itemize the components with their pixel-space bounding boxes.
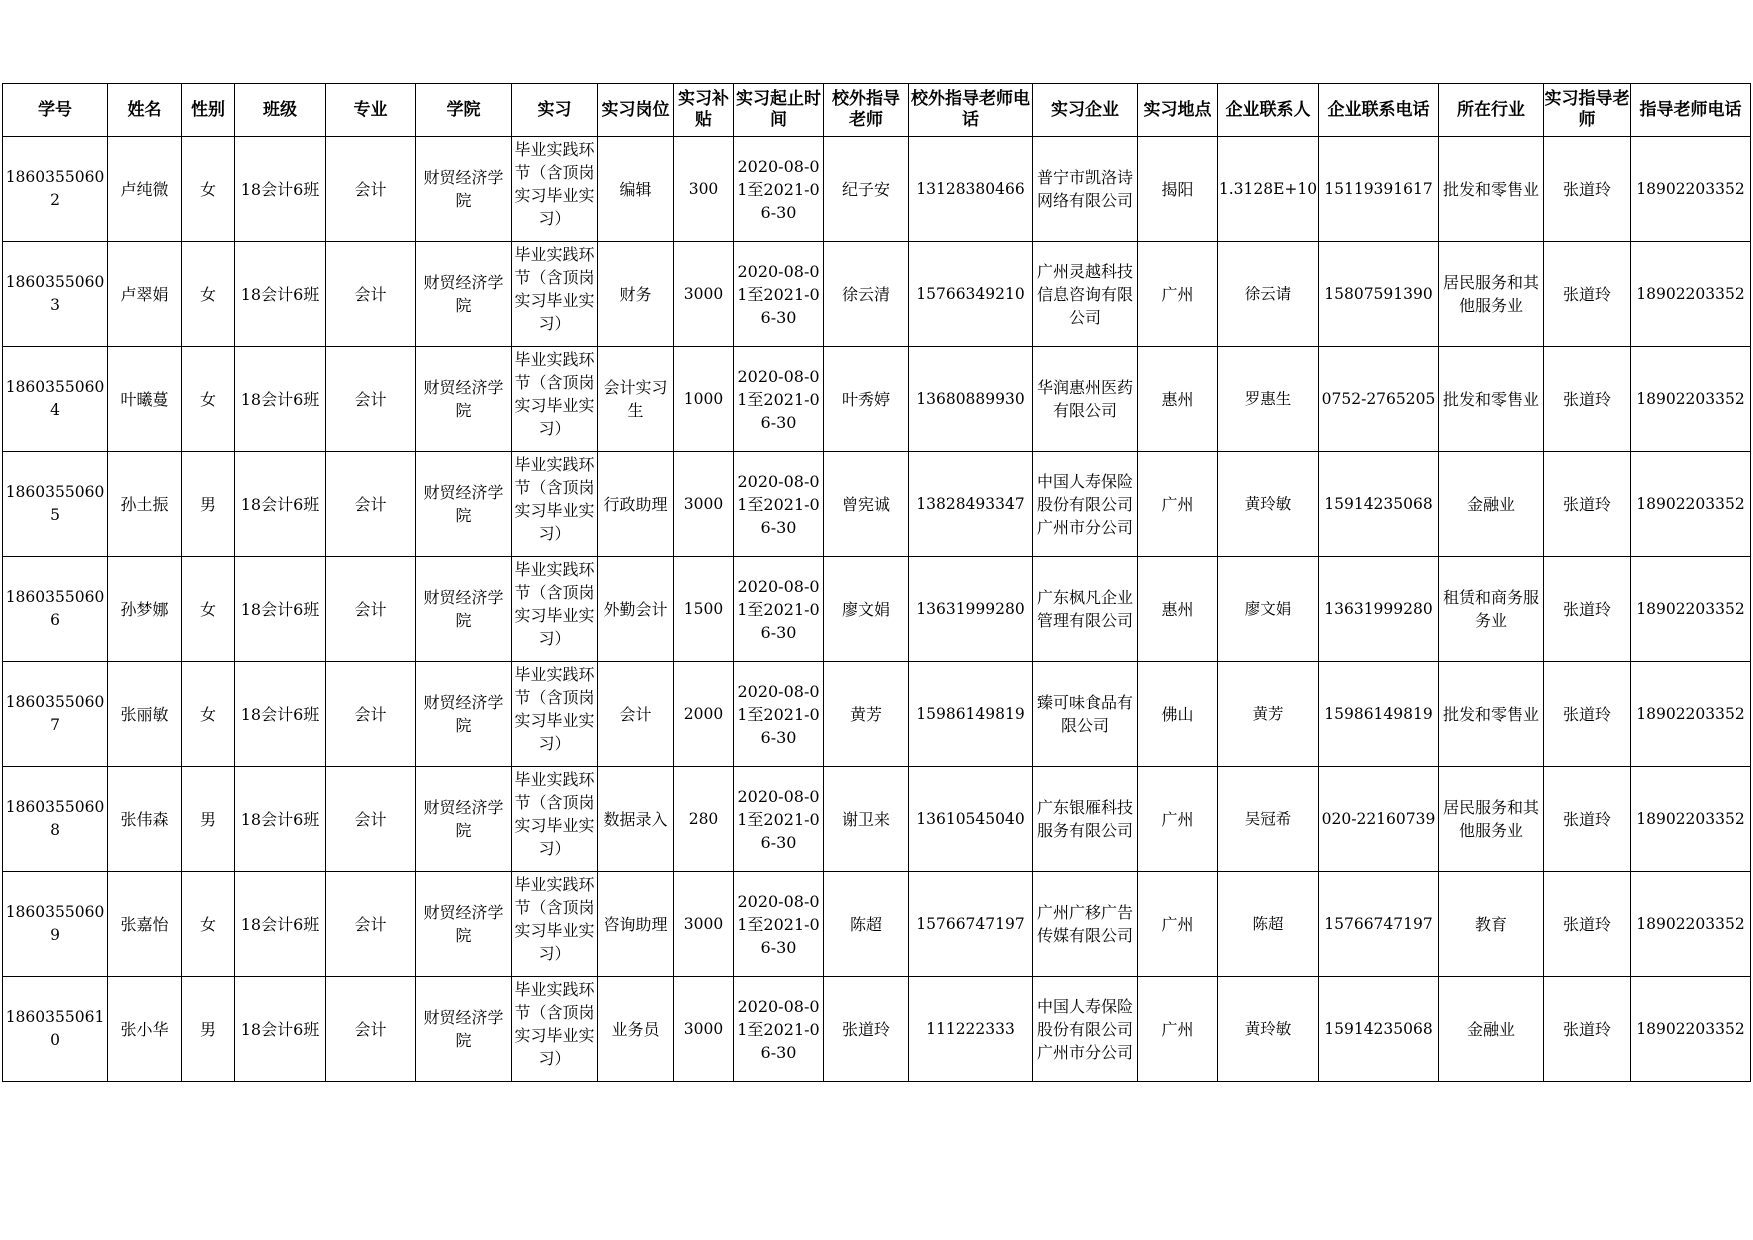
header-period: 实习起止时间 — [734, 84, 824, 137]
cell-external-mentor: 曾宪诚 — [824, 452, 909, 557]
cell-industry: 居民服务和其他服务业 — [1439, 767, 1544, 872]
cell-class: 18会计6班 — [235, 977, 326, 1082]
header-position: 实习岗位 — [598, 84, 674, 137]
cell-name: 叶曦蔓 — [108, 347, 182, 452]
table-row — [3, 137, 1751, 242]
cell-allowance: 1500 — [674, 557, 734, 662]
cell-class: 18会计6班 — [235, 662, 326, 767]
table-row — [3, 242, 1751, 347]
cell-company-contact: 陈超 — [1218, 872, 1319, 977]
cell-supervisor-phone: 18902203352 — [1631, 767, 1751, 872]
cell-company-contact: 徐云请 — [1218, 242, 1319, 347]
cell-college: 财贸经济学院 — [416, 662, 512, 767]
cell-location: 揭阳 — [1138, 137, 1218, 242]
cell-supervisor: 张道玲 — [1544, 137, 1631, 242]
cell-position: 行政助理 — [598, 452, 674, 557]
header-external-mentor: 校外指导老师 — [824, 84, 909, 137]
table-row — [3, 347, 1751, 452]
header-row — [3, 84, 1751, 137]
cell-allowance: 3000 — [674, 977, 734, 1082]
header-external-mentor-phone: 校外指导老师电话 — [909, 84, 1033, 137]
cell-supervisor-phone: 18902203352 — [1631, 872, 1751, 977]
cell-supervisor: 张道玲 — [1544, 662, 1631, 767]
cell-industry: 金融业 — [1439, 977, 1544, 1082]
cell-major: 会计 — [326, 977, 416, 1082]
cell-external-mentor: 徐云清 — [824, 242, 909, 347]
cell-name: 张嘉怡 — [108, 872, 182, 977]
cell-period: 2020-08-01至2021-06-30 — [734, 242, 824, 347]
cell-allowance: 1000 — [674, 347, 734, 452]
cell-industry: 批发和零售业 — [1439, 347, 1544, 452]
cell-company-phone: 15807591390 — [1319, 242, 1439, 347]
cell-major: 会计 — [326, 137, 416, 242]
cell-gender: 女 — [182, 137, 235, 242]
cell-student-id: 18603550610 — [3, 977, 108, 1082]
cell-internship: 毕业实践环节（含顶岗实习毕业实习） — [512, 977, 598, 1082]
cell-gender: 男 — [182, 767, 235, 872]
cell-gender: 男 — [182, 977, 235, 1082]
cell-period: 2020-08-01至2021-06-30 — [734, 767, 824, 872]
cell-student-id: 18603550609 — [3, 872, 108, 977]
cell-external-mentor-phone: 111222333 — [909, 977, 1033, 1082]
cell-supervisor-phone: 18902203352 — [1631, 242, 1751, 347]
cell-position: 咨询助理 — [598, 872, 674, 977]
header-major: 专业 — [326, 84, 416, 137]
cell-gender: 男 — [182, 452, 235, 557]
cell-allowance: 2000 — [674, 662, 734, 767]
cell-industry: 批发和零售业 — [1439, 137, 1544, 242]
cell-company-phone: 15914235068 — [1319, 977, 1439, 1082]
cell-external-mentor-phone: 13828493347 — [909, 452, 1033, 557]
header-location: 实习地点 — [1138, 84, 1218, 137]
cell-college: 财贸经济学院 — [416, 347, 512, 452]
cell-internship: 毕业实践环节（含顶岗实习毕业实习） — [512, 557, 598, 662]
table-row — [3, 557, 1751, 662]
cell-company-contact: 1.3128E+10 — [1218, 137, 1319, 242]
cell-company-phone: 15986149819 — [1319, 662, 1439, 767]
cell-position: 会计 — [598, 662, 674, 767]
cell-supervisor: 张道玲 — [1544, 767, 1631, 872]
header-supervisor: 实习指导老师 — [1544, 84, 1631, 137]
cell-student-id: 18603550602 — [3, 137, 108, 242]
cell-industry: 居民服务和其他服务业 — [1439, 242, 1544, 347]
cell-external-mentor: 谢卫来 — [824, 767, 909, 872]
cell-supervisor-phone: 18902203352 — [1631, 137, 1751, 242]
cell-external-mentor-phone: 13631999280 — [909, 557, 1033, 662]
cell-allowance: 3000 — [674, 872, 734, 977]
cell-college: 财贸经济学院 — [416, 452, 512, 557]
cell-external-mentor-phone: 15766349210 — [909, 242, 1033, 347]
header-gender: 性别 — [182, 84, 235, 137]
cell-company: 广东银雁科技服务有限公司 — [1033, 767, 1138, 872]
cell-period: 2020-08-01至2021-06-30 — [734, 137, 824, 242]
cell-external-mentor: 陈超 — [824, 872, 909, 977]
table-row — [3, 767, 1751, 872]
cell-external-mentor-phone: 15766747197 — [909, 872, 1033, 977]
cell-name: 张丽敏 — [108, 662, 182, 767]
cell-external-mentor: 张道玲 — [824, 977, 909, 1082]
cell-external-mentor: 廖文娟 — [824, 557, 909, 662]
cell-location: 广州 — [1138, 977, 1218, 1082]
cell-industry: 批发和零售业 — [1439, 662, 1544, 767]
cell-external-mentor: 叶秀婷 — [824, 347, 909, 452]
cell-external-mentor-phone: 13680889930 — [909, 347, 1033, 452]
cell-college: 财贸经济学院 — [416, 137, 512, 242]
cell-position: 外勤会计 — [598, 557, 674, 662]
cell-location: 佛山 — [1138, 662, 1218, 767]
cell-period: 2020-08-01至2021-06-30 — [734, 662, 824, 767]
cell-internship: 毕业实践环节（含顶岗实习毕业实习） — [512, 872, 598, 977]
cell-gender: 女 — [182, 557, 235, 662]
cell-supervisor: 张道玲 — [1544, 872, 1631, 977]
cell-company-contact: 吴冠希 — [1218, 767, 1319, 872]
cell-company-contact: 黄玲敏 — [1218, 977, 1319, 1082]
cell-class: 18会计6班 — [235, 557, 326, 662]
cell-company-phone: 15914235068 — [1319, 452, 1439, 557]
cell-industry: 金融业 — [1439, 452, 1544, 557]
cell-company-phone: 0752-2765205 — [1319, 347, 1439, 452]
cell-period: 2020-08-01至2021-06-30 — [734, 452, 824, 557]
cell-external-mentor-phone: 13128380466 — [909, 137, 1033, 242]
cell-class: 18会计6班 — [235, 872, 326, 977]
cell-industry: 租赁和商务服务业 — [1439, 557, 1544, 662]
cell-company: 中国人寿保险股份有限公司广州市分公司 — [1033, 977, 1138, 1082]
cell-position: 数据录入 — [598, 767, 674, 872]
table-row — [3, 872, 1751, 977]
cell-period: 2020-08-01至2021-06-30 — [734, 347, 824, 452]
table-row — [3, 662, 1751, 767]
cell-supervisor-phone: 18902203352 — [1631, 557, 1751, 662]
cell-student-id: 18603550606 — [3, 557, 108, 662]
cell-class: 18会计6班 — [235, 242, 326, 347]
table-row — [3, 452, 1751, 557]
cell-student-id: 18603550603 — [3, 242, 108, 347]
cell-name: 卢翠娟 — [108, 242, 182, 347]
cell-gender: 女 — [182, 662, 235, 767]
cell-gender: 女 — [182, 872, 235, 977]
header-internship: 实习 — [512, 84, 598, 137]
cell-company-contact: 黄芳 — [1218, 662, 1319, 767]
cell-major: 会计 — [326, 872, 416, 977]
cell-supervisor: 张道玲 — [1544, 452, 1631, 557]
header-name: 姓名 — [108, 84, 182, 137]
cell-major: 会计 — [326, 452, 416, 557]
cell-student-id: 18603550605 — [3, 452, 108, 557]
cell-supervisor-phone: 18902203352 — [1631, 662, 1751, 767]
cell-company: 中国人寿保险股份有限公司广州市分公司 — [1033, 452, 1138, 557]
internship-table — [2, 83, 1751, 1082]
cell-position: 财务 — [598, 242, 674, 347]
cell-name: 卢纯微 — [108, 137, 182, 242]
cell-position: 业务员 — [598, 977, 674, 1082]
cell-company: 广东枫凡企业管理有限公司 — [1033, 557, 1138, 662]
cell-college: 财贸经济学院 — [416, 242, 512, 347]
cell-company-contact: 黄玲敏 — [1218, 452, 1319, 557]
cell-external-mentor-phone: 13610545040 — [909, 767, 1033, 872]
cell-internship: 毕业实践环节（含顶岗实习毕业实习） — [512, 767, 598, 872]
cell-company-phone: 13631999280 — [1319, 557, 1439, 662]
cell-company: 广州广移广告传媒有限公司 — [1033, 872, 1138, 977]
header-company-contact: 企业联系人 — [1218, 84, 1319, 137]
cell-internship: 毕业实践环节（含顶岗实习毕业实习） — [512, 662, 598, 767]
header-company-phone: 企业联系电话 — [1319, 84, 1439, 137]
header-college: 学院 — [416, 84, 512, 137]
cell-name: 孙土振 — [108, 452, 182, 557]
cell-supervisor-phone: 18902203352 — [1631, 977, 1751, 1082]
cell-allowance: 3000 — [674, 452, 734, 557]
table-body — [3, 137, 1751, 1082]
cell-location: 惠州 — [1138, 557, 1218, 662]
cell-industry: 教育 — [1439, 872, 1544, 977]
cell-major: 会计 — [326, 557, 416, 662]
cell-company-phone: 15119391617 — [1319, 137, 1439, 242]
header-industry: 所在行业 — [1439, 84, 1544, 137]
cell-student-id: 18603550608 — [3, 767, 108, 872]
cell-position: 编辑 — [598, 137, 674, 242]
cell-college: 财贸经济学院 — [416, 767, 512, 872]
cell-allowance: 3000 — [674, 242, 734, 347]
cell-name: 孙梦娜 — [108, 557, 182, 662]
header-class: 班级 — [235, 84, 326, 137]
cell-supervisor: 张道玲 — [1544, 977, 1631, 1082]
cell-company-contact: 廖文娟 — [1218, 557, 1319, 662]
cell-internship: 毕业实践环节（含顶岗实习毕业实习） — [512, 242, 598, 347]
cell-supervisor: 张道玲 — [1544, 557, 1631, 662]
cell-company-contact: 罗惠生 — [1218, 347, 1319, 452]
cell-gender: 女 — [182, 347, 235, 452]
cell-college: 财贸经济学院 — [416, 872, 512, 977]
cell-college: 财贸经济学院 — [416, 977, 512, 1082]
cell-external-mentor-phone: 15986149819 — [909, 662, 1033, 767]
cell-college: 财贸经济学院 — [416, 557, 512, 662]
cell-allowance: 280 — [674, 767, 734, 872]
cell-company: 臻可味食品有限公司 — [1033, 662, 1138, 767]
cell-location: 惠州 — [1138, 347, 1218, 452]
cell-allowance: 300 — [674, 137, 734, 242]
cell-supervisor-phone: 18902203352 — [1631, 452, 1751, 557]
cell-gender: 女 — [182, 242, 235, 347]
header-student-id: 学号 — [3, 84, 108, 137]
cell-company: 华润惠州医药有限公司 — [1033, 347, 1138, 452]
cell-class: 18会计6班 — [235, 452, 326, 557]
cell-company: 广州灵越科技信息咨询有限公司 — [1033, 242, 1138, 347]
cell-period: 2020-08-01至2021-06-30 — [734, 872, 824, 977]
cell-company: 普宁市凯洛诗网络有限公司 — [1033, 137, 1138, 242]
cell-supervisor: 张道玲 — [1544, 242, 1631, 347]
cell-name: 张小华 — [108, 977, 182, 1082]
cell-external-mentor: 纪子安 — [824, 137, 909, 242]
table-row — [3, 977, 1751, 1082]
cell-internship: 毕业实践环节（含顶岗实习毕业实习） — [512, 347, 598, 452]
cell-location: 广州 — [1138, 242, 1218, 347]
cell-external-mentor: 黄芳 — [824, 662, 909, 767]
cell-location: 广州 — [1138, 452, 1218, 557]
cell-location: 广州 — [1138, 767, 1218, 872]
cell-student-id: 18603550607 — [3, 662, 108, 767]
cell-class: 18会计6班 — [235, 137, 326, 242]
header-allowance: 实习补贴 — [674, 84, 734, 137]
cell-major: 会计 — [326, 242, 416, 347]
header-company: 实习企业 — [1033, 84, 1138, 137]
cell-name: 张伟森 — [108, 767, 182, 872]
cell-company-phone: 15766747197 — [1319, 872, 1439, 977]
cell-class: 18会计6班 — [235, 767, 326, 872]
cell-internship: 毕业实践环节（含顶岗实习毕业实习） — [512, 452, 598, 557]
cell-student-id: 18603550604 — [3, 347, 108, 452]
cell-major: 会计 — [326, 347, 416, 452]
cell-major: 会计 — [326, 662, 416, 767]
cell-major: 会计 — [326, 767, 416, 872]
cell-supervisor-phone: 18902203352 — [1631, 347, 1751, 452]
cell-internship: 毕业实践环节（含顶岗实习毕业实习） — [512, 137, 598, 242]
cell-supervisor: 张道玲 — [1544, 347, 1631, 452]
cell-company-phone: 020-22160739 — [1319, 767, 1439, 872]
cell-period: 2020-08-01至2021-06-30 — [734, 557, 824, 662]
cell-location: 广州 — [1138, 872, 1218, 977]
cell-position: 会计实习生 — [598, 347, 674, 452]
cell-class: 18会计6班 — [235, 347, 326, 452]
cell-period: 2020-08-01至2021-06-30 — [734, 977, 824, 1082]
header-supervisor-phone: 指导老师电话 — [1631, 84, 1751, 137]
